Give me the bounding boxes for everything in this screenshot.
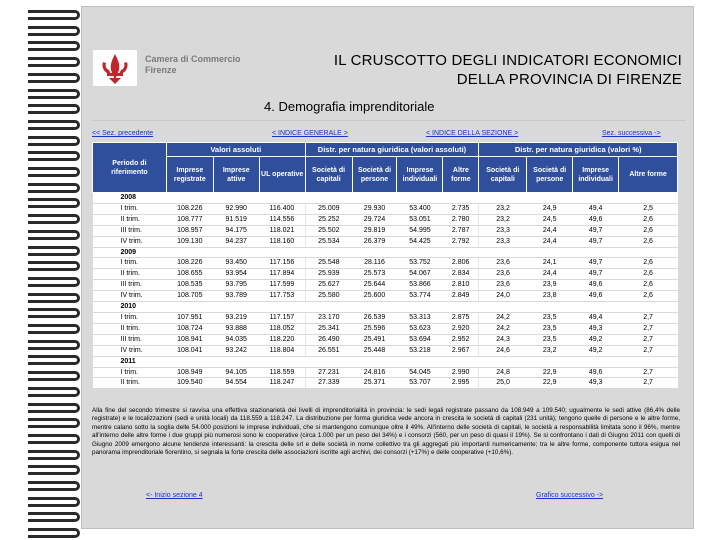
- table-cell: 25.627: [305, 280, 352, 291]
- table-cell: 49,2: [573, 334, 619, 345]
- table-cell: 114.556: [259, 214, 305, 225]
- period-label: IV trim.: [93, 345, 167, 356]
- table-cell: 118.160: [259, 236, 305, 247]
- table-cell: 53.866: [397, 280, 443, 291]
- table-cell: 107.951: [166, 312, 213, 323]
- table-cell: 25.502: [305, 225, 352, 236]
- table-row: [93, 334, 678, 345]
- table-cell: 117.157: [259, 312, 305, 323]
- table-cell: 23,3: [479, 225, 527, 236]
- table-cell: 23,9: [527, 280, 573, 291]
- table-cell: 2.875: [443, 312, 479, 323]
- table-cell: 29.819: [352, 225, 397, 236]
- binding-ring: [28, 167, 80, 177]
- table-row: [93, 291, 678, 302]
- logo-text: [145, 54, 241, 76]
- table-row: [93, 214, 678, 225]
- period-label: II trim.: [93, 269, 167, 280]
- table-cell: 93.795: [213, 280, 259, 291]
- group-header-legal-form-pct: Distr. per natura giuridica (valori %): [479, 143, 678, 157]
- next-section-link[interactable]: Sez. successiva ->: [602, 130, 661, 137]
- period-label: I trim.: [93, 312, 167, 323]
- binding-ring: [28, 465, 80, 475]
- table-cell: 26.551: [305, 345, 352, 356]
- table-cell: 93.888: [213, 323, 259, 334]
- table-cell: 49,6: [573, 280, 619, 291]
- year-row: [93, 193, 678, 204]
- table-cell: 24,8: [479, 367, 527, 378]
- table-cell: 117.156: [259, 258, 305, 269]
- period-header: Periodo di riferimento: [93, 143, 167, 193]
- column-header: Società di persone: [352, 157, 397, 193]
- table-cell: 2,6: [619, 236, 678, 247]
- binding-ring: [28, 214, 80, 224]
- table-cell: 2.849: [443, 291, 479, 302]
- table-cell: 49,3: [573, 323, 619, 334]
- binding-ring: [28, 246, 80, 256]
- table-cell: 24,2: [479, 323, 527, 334]
- table-cell: 2.967: [443, 345, 479, 356]
- table-cell: 2.920: [443, 323, 479, 334]
- table-cell: 2,5: [619, 203, 678, 214]
- table-cell: 108.226: [166, 203, 213, 214]
- period-label: III trim.: [93, 225, 167, 236]
- table-cell: 26.490: [305, 334, 352, 345]
- table-cell: 2.952: [443, 334, 479, 345]
- table-cell: 23,6: [479, 269, 527, 280]
- table-cell: 2,6: [619, 280, 678, 291]
- binding-ring: [28, 41, 80, 51]
- column-header: Società di persone: [527, 157, 573, 193]
- table-cell: 25.939: [305, 269, 352, 280]
- table-cell: 118.052: [259, 323, 305, 334]
- binding-ring: [28, 387, 80, 397]
- table-cell: 22,9: [527, 378, 573, 389]
- table-cell: 118.804: [259, 345, 305, 356]
- binding-ring: [28, 403, 80, 413]
- table-cell: 25.644: [352, 280, 397, 291]
- table-cell: 53.707: [397, 378, 443, 389]
- table-cell: 25.252: [305, 214, 352, 225]
- table-cell: 118.021: [259, 225, 305, 236]
- table-cell: 94.237: [213, 236, 259, 247]
- table-cell: 53.313: [397, 312, 443, 323]
- table-row: [93, 323, 678, 334]
- table-cell: 23,6: [479, 280, 527, 291]
- table-cell: 24,4: [527, 236, 573, 247]
- table-row: [93, 345, 678, 356]
- next-chart-link[interactable]: Grafico successivo ->: [536, 492, 604, 499]
- binding-ring: [28, 73, 80, 83]
- binding-ring: [28, 261, 80, 271]
- table-cell: 49,6: [573, 214, 619, 225]
- table-cell: 53.623: [397, 323, 443, 334]
- column-header: Imprese registrate: [166, 157, 213, 193]
- table-cell: 53.218: [397, 345, 443, 356]
- table-cell: 49,4: [573, 312, 619, 323]
- table-row: [93, 367, 678, 378]
- binding-ring: [28, 104, 80, 114]
- binding-ring: [28, 89, 80, 99]
- table-cell: 23,3: [479, 236, 527, 247]
- binding-ring: [28, 26, 80, 36]
- analysis-notes: Alla fine del secondo trimestre si ravvisa una effettiva stazionarietà dei livelli di imprenditorialità in provincia: le sedi legali registrate passano da 108.949 a 109.540; ugualmente le sedi attive (86,4% delle registrate) e le localizzazioni (sedi e unità locali) da 118.559 a 118.247. La distribuzione per forma giuridica vede ancora in crescita le società di capitali (231 unità); tengono quelle di persone e le altre forme, mentre calano sotto la soglia delle 54.000 posizioni le imprese individuali, che si mantengono comunque oltre il 49%. All'interno delle società di capitali, le società a responsabilità limitata sono il 96%, mentre all'interno delle altre forme i due gruppi più numerosi sono le cooperative (circa 1.000 per un peso del 34%) e i consorzi (560, per un peso di quasi il 19%). Se si confrontano i dati di Giugno 2011 con quelli di Giugno 2009 emergono alcune tendenze interessanti: la crescita delle srl e delle società in nome collettivo tra gli aggregati più importanti numericamente; tra le altre forme, componente tuttora esigua nel panorama imprenditoriale fiorentino, si segnala la forte crescita delle associazioni iscritte agli archivi, dei consorzi (+17%) e delle cooperative (+10,6%).: [92, 407, 680, 457]
- table-cell: 2,7: [619, 345, 678, 356]
- table-cell: 2,6: [619, 214, 678, 225]
- binding-ring: [28, 497, 80, 507]
- table-row: [93, 378, 678, 389]
- period-label: II trim.: [93, 378, 167, 389]
- table-cell: 108.941: [166, 334, 213, 345]
- table-cell: 108.949: [166, 367, 213, 378]
- binding-ring: [28, 434, 80, 444]
- table-cell: 24,3: [479, 334, 527, 345]
- binding-ring: [28, 481, 80, 491]
- section-start-link[interactable]: <- Inizio sezione 4: [146, 492, 203, 499]
- table-cell: 23,5: [527, 312, 573, 323]
- table-cell: 23,5: [527, 323, 573, 334]
- binding-ring: [28, 277, 80, 287]
- binding-ring: [28, 308, 80, 318]
- table-cell: 49,7: [573, 225, 619, 236]
- table-cell: 2,7: [619, 334, 678, 345]
- table-cell: 25.573: [352, 269, 397, 280]
- group-header-absolute: Valori assoluti: [166, 143, 305, 157]
- table-cell: 23,2: [479, 203, 527, 214]
- table-cell: 49,7: [573, 258, 619, 269]
- table-cell: 108.655: [166, 269, 213, 280]
- table-cell: 26.379: [352, 236, 397, 247]
- table-cell: 118.247: [259, 378, 305, 389]
- table-cell: 2.806: [443, 258, 479, 269]
- table-row: [93, 203, 678, 214]
- table-cell: 25.600: [352, 291, 397, 302]
- table-cell: 2,6: [619, 225, 678, 236]
- table-cell: 24,5: [527, 214, 573, 225]
- binding-ring: [28, 293, 80, 303]
- table-row: [93, 312, 678, 323]
- table-cell: 25.009: [305, 203, 352, 214]
- table-cell: 2,7: [619, 367, 678, 378]
- binding-ring: [28, 418, 80, 428]
- table-cell: 49,4: [573, 203, 619, 214]
- table-cell: 109.130: [166, 236, 213, 247]
- table-cell: 2.995: [443, 378, 479, 389]
- table-row: [93, 236, 678, 247]
- chamber-logo: [93, 50, 253, 86]
- table-cell: 25.580: [305, 291, 352, 302]
- table-cell: 49,6: [573, 367, 619, 378]
- table-cell: 2,6: [619, 269, 678, 280]
- table-cell: 2,7: [619, 378, 678, 389]
- table-cell: 25.448: [352, 345, 397, 356]
- table-cell: 49,6: [573, 291, 619, 302]
- binding-ring: [28, 324, 80, 334]
- table-cell: 2.780: [443, 214, 479, 225]
- binding-ring: [28, 512, 80, 522]
- period-label: III trim.: [93, 334, 167, 345]
- table-cell: 2,6: [619, 291, 678, 302]
- table-cell: 25.596: [352, 323, 397, 334]
- binding-ring: [28, 10, 80, 20]
- logo-line-1: Camera di Commercio: [145, 54, 241, 64]
- table-cell: 117.599: [259, 280, 305, 291]
- table-cell: 24,1: [527, 258, 573, 269]
- spiral-binding: [0, 0, 80, 540]
- table-cell: 108.535: [166, 280, 213, 291]
- table-cell: 49,7: [573, 236, 619, 247]
- column-header: Imprese individuali: [397, 157, 443, 193]
- title-line-1: IL CRUSCOTTO DEGLI INDICATORI ECONOMICI: [333, 52, 682, 69]
- table-cell: 53.752: [397, 258, 443, 269]
- table-cell: 25.371: [352, 378, 397, 389]
- column-header: Società di capitali: [479, 157, 527, 193]
- table-cell: 53.051: [397, 214, 443, 225]
- binding-ring: [28, 340, 80, 350]
- table-cell: 29.724: [352, 214, 397, 225]
- table-cell: 53.774: [397, 291, 443, 302]
- table-cell: 25.341: [305, 323, 352, 334]
- table-cell: 29.930: [352, 203, 397, 214]
- table-cell: 109.540: [166, 378, 213, 389]
- period-label: II trim.: [93, 214, 167, 225]
- binding-ring: [28, 355, 80, 365]
- section-subtitle: 4. Demografia imprenditoriale: [264, 99, 435, 114]
- table-cell: 27.339: [305, 378, 352, 389]
- binding-ring: [28, 450, 80, 460]
- table-cell: 54.045: [397, 367, 443, 378]
- page-title: [242, 51, 682, 89]
- table-cell: 94.175: [213, 225, 259, 236]
- binding-ring: [28, 198, 80, 208]
- table-cell: 93.789: [213, 291, 259, 302]
- binding-ring: [28, 136, 80, 146]
- table-cell: 94.105: [213, 367, 259, 378]
- binding-ring: [28, 151, 80, 161]
- table-cell: 25.491: [352, 334, 397, 345]
- table-cell: 54.425: [397, 236, 443, 247]
- table-cell: 24,2: [479, 312, 527, 323]
- column-header: Altre forme: [443, 157, 479, 193]
- table-cell: 2.810: [443, 280, 479, 291]
- table-cell: 2.735: [443, 203, 479, 214]
- table-cell: 53.400: [397, 203, 443, 214]
- divider: [92, 120, 686, 121]
- table-cell: 49,3: [573, 378, 619, 389]
- table-cell: 25.534: [305, 236, 352, 247]
- table-cell: 94.035: [213, 334, 259, 345]
- table-cell: 26.539: [352, 312, 397, 323]
- title-line-2: DELLA PROVINCIA DI FIRENZE: [456, 71, 682, 88]
- table-row: [93, 258, 678, 269]
- table-cell: 22,9: [527, 367, 573, 378]
- column-header: UL operative: [259, 157, 305, 193]
- table-cell: 24,0: [479, 291, 527, 302]
- year-label: 2008: [93, 193, 678, 204]
- year-row: [93, 302, 678, 313]
- year-label: 2009: [93, 247, 678, 258]
- table-cell: 23,8: [527, 291, 573, 302]
- column-header: Imprese individuali: [573, 157, 619, 193]
- table-cell: 23,5: [527, 334, 573, 345]
- table-cell: 27.231: [305, 367, 352, 378]
- table-cell: 2.792: [443, 236, 479, 247]
- enterprise-demography-table: [92, 142, 678, 389]
- section-index-link[interactable]: < INDICE DELLA SEZIONE >: [426, 130, 519, 137]
- table-cell: 24,9: [527, 203, 573, 214]
- column-header: Altre forme: [619, 157, 678, 193]
- period-label: I trim.: [93, 367, 167, 378]
- group-header-legal-form-abs: Distr. per natura giuridica (valori assoluti): [305, 143, 479, 157]
- period-label: III trim.: [93, 280, 167, 291]
- period-label: IV trim.: [93, 236, 167, 247]
- column-header: Società di capitali: [305, 157, 352, 193]
- table-cell: 108.957: [166, 225, 213, 236]
- table-cell: 118.559: [259, 367, 305, 378]
- year-row: [93, 356, 678, 367]
- period-label: IV trim.: [93, 291, 167, 302]
- table-cell: 49,7: [573, 269, 619, 280]
- table-cell: 23.170: [305, 312, 352, 323]
- table-cell: 24,4: [527, 269, 573, 280]
- table-cell: 23,2: [527, 345, 573, 356]
- table-cell: 25.548: [305, 258, 352, 269]
- binding-ring: [28, 120, 80, 130]
- table-cell: 53.694: [397, 334, 443, 345]
- table-cell: 108.705: [166, 291, 213, 302]
- previous-section-link[interactable]: << Sez. precedente: [92, 130, 154, 137]
- table-cell: 118.220: [259, 334, 305, 345]
- binding-ring: [28, 371, 80, 381]
- table-row: [93, 225, 678, 236]
- period-label: I trim.: [93, 258, 167, 269]
- table-cell: 24.816: [352, 367, 397, 378]
- table-cell: 2,7: [619, 312, 678, 323]
- year-row: [93, 247, 678, 258]
- binding-ring: [28, 230, 80, 240]
- table-cell: 2,7: [619, 323, 678, 334]
- table-cell: 49,2: [573, 345, 619, 356]
- year-label: 2011: [93, 356, 678, 367]
- table-cell: 25,0: [479, 378, 527, 389]
- table-cell: 23,6: [479, 258, 527, 269]
- table-cell: 108.041: [166, 345, 213, 356]
- period-label: I trim.: [93, 203, 167, 214]
- logo-line-2: Firenze: [145, 65, 177, 75]
- table-cell: 93.954: [213, 269, 259, 280]
- table-cell: 92.990: [213, 203, 259, 214]
- table-row: [93, 280, 678, 291]
- table-cell: 116.400: [259, 203, 305, 214]
- table-row: [93, 269, 678, 280]
- table-cell: 93.242: [213, 345, 259, 356]
- binding-ring: [28, 57, 80, 67]
- general-index-link[interactable]: < INDICE GENERALE >: [272, 130, 348, 137]
- year-label: 2010: [93, 302, 678, 313]
- table-cell: 108.777: [166, 214, 213, 225]
- table-cell: 91.519: [213, 214, 259, 225]
- table-cell: 108.226: [166, 258, 213, 269]
- table-cell: 54.067: [397, 269, 443, 280]
- table-cell: 94.554: [213, 378, 259, 389]
- table-cell: 23,2: [479, 214, 527, 225]
- table-cell: 108.724: [166, 323, 213, 334]
- binding-ring: [28, 183, 80, 193]
- table-cell: 93.219: [213, 312, 259, 323]
- table-cell: 28.116: [352, 258, 397, 269]
- table-cell: 2.990: [443, 367, 479, 378]
- table-cell: 24,4: [527, 225, 573, 236]
- table-cell: 24,6: [479, 345, 527, 356]
- binding-ring: [28, 528, 80, 538]
- column-header: Imprese attive: [213, 157, 259, 193]
- table-cell: 2.787: [443, 225, 479, 236]
- table-cell: 54.995: [397, 225, 443, 236]
- table-cell: 93.450: [213, 258, 259, 269]
- table-cell: 2,6: [619, 258, 678, 269]
- florence-lily-icon: [93, 50, 137, 86]
- table-cell: 117.894: [259, 269, 305, 280]
- table-cell: 2.834: [443, 269, 479, 280]
- period-label: II trim.: [93, 323, 167, 334]
- table-cell: 117.753: [259, 291, 305, 302]
